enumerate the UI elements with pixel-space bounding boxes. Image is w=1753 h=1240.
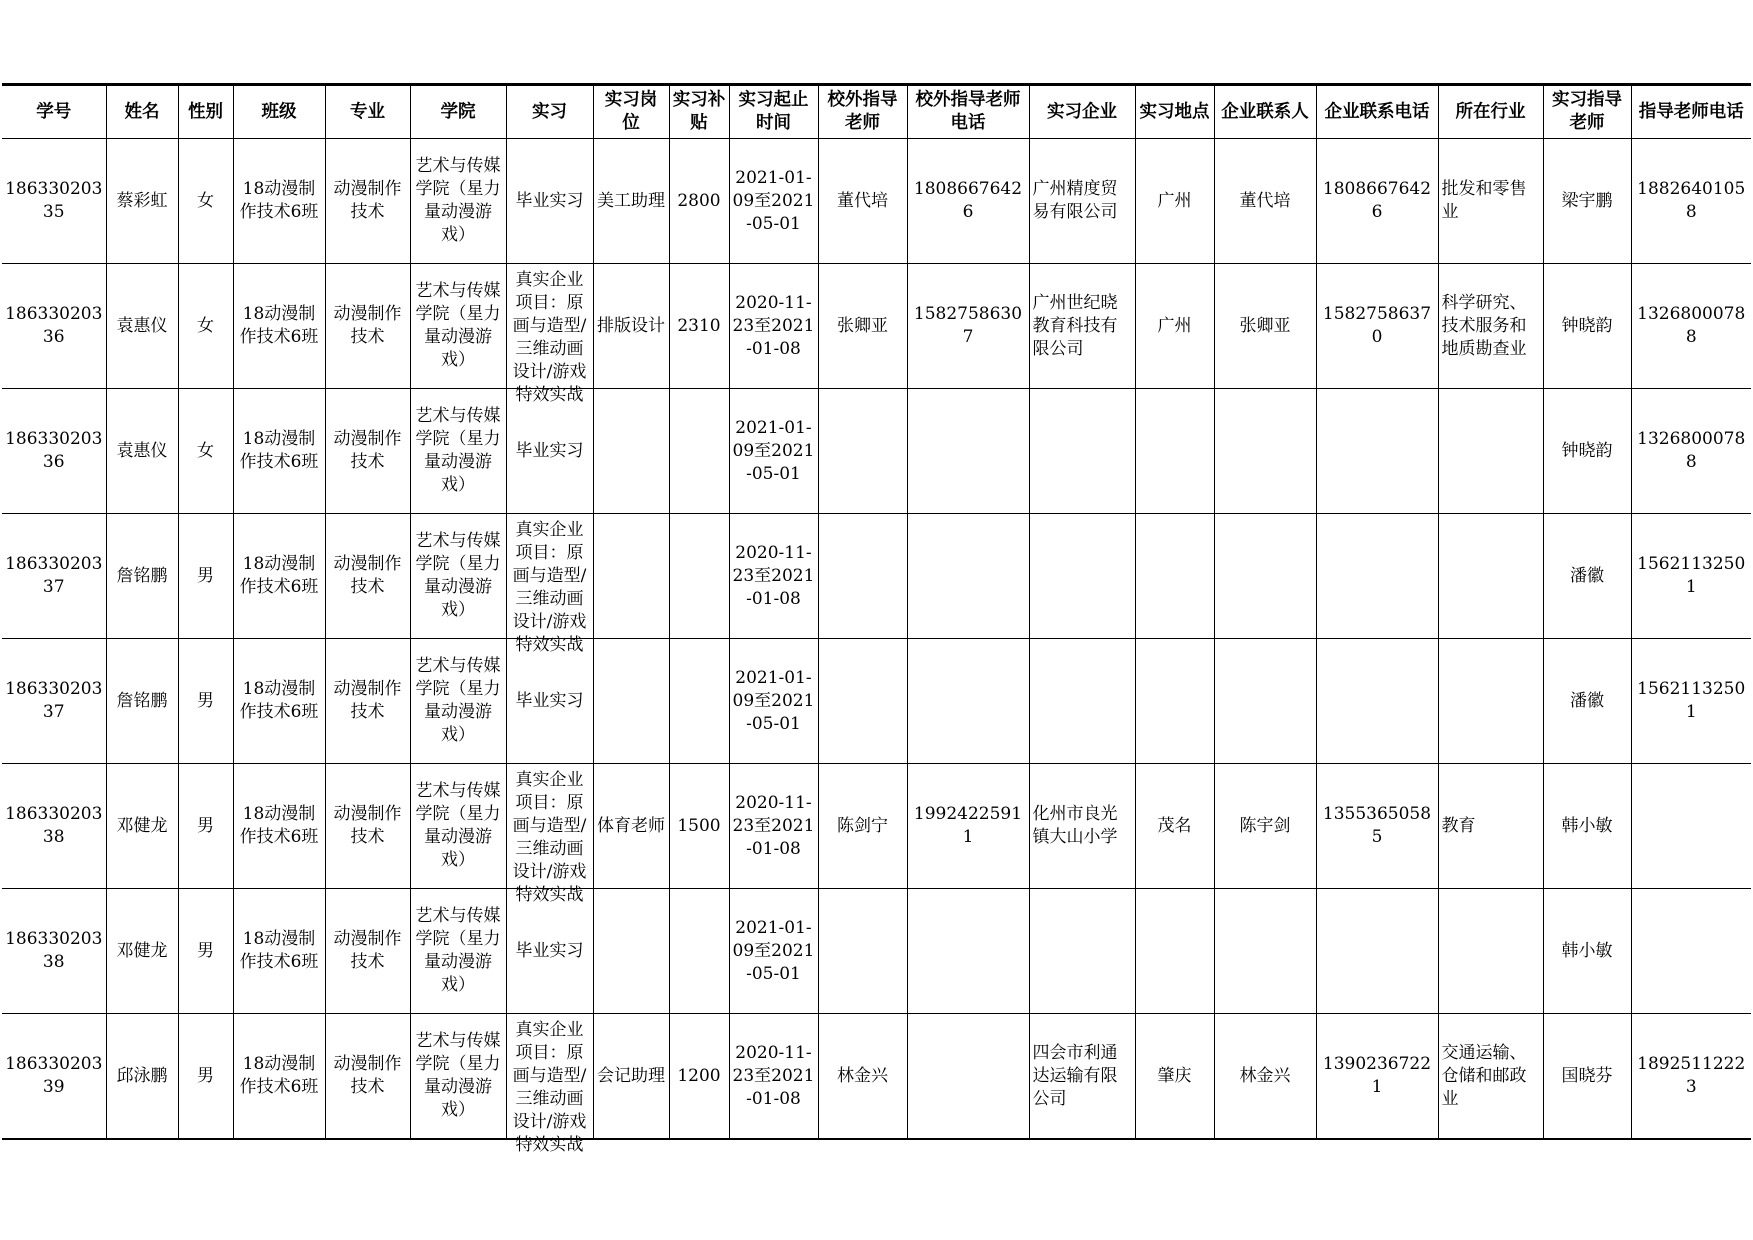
cell-text: 化州市良光镇大山小学 [1032, 804, 1118, 847]
header-gender: 性别 [178, 85, 233, 139]
cell-mentor-phone [1631, 139, 1751, 264]
cell-text: 詹铭鹏 [116, 690, 168, 711]
cell-text: 18633020336 [5, 304, 103, 347]
cell-subsidy [669, 889, 729, 1014]
cell-internship-type [506, 514, 593, 655]
cell-text: 排版设计 [597, 315, 665, 336]
cell-text: 科学研究、技术服务和地质勘查业 [1441, 292, 1527, 359]
cell-gender [178, 514, 233, 639]
cell-name [106, 514, 178, 639]
cell-location [1135, 889, 1214, 1014]
cell-college [410, 389, 506, 514]
cell-subsidy [669, 1014, 729, 1140]
cell-text: 18633020338 [5, 804, 103, 847]
cell-company [1029, 764, 1135, 889]
cell-subsidy [669, 639, 729, 764]
cell-industry [1438, 889, 1543, 1014]
cell-industry [1438, 764, 1543, 889]
header-industry: 所在行业 [1438, 85, 1543, 139]
cell-text: 动漫制作技术 [333, 929, 402, 972]
cell-text: 四会市利通达运输有限公司 [1032, 1042, 1118, 1109]
cell-text: 真实企业项目：原画与造型/三维动画设计/游戏特效实战 [512, 269, 587, 405]
cell-college [410, 764, 506, 889]
cell-text: 艺术与传媒学院（星力量动漫游戏） [415, 656, 501, 745]
cell-text: 18动漫制作技术6班 [239, 179, 319, 222]
cell-company-phone [1316, 514, 1438, 639]
cell-internship-type [506, 264, 593, 405]
cell-company [1029, 1014, 1135, 1140]
cell-class [233, 389, 325, 514]
cell-text: 13268000788 [1637, 304, 1746, 347]
cell-text: 2020-11-23至2021-01-08 [732, 1042, 815, 1109]
cell-text: 艺术与传媒学院（星力量动漫游戏） [415, 156, 501, 245]
header-class: 班级 [233, 85, 325, 139]
table-row [2, 764, 1751, 889]
internship-table [2, 83, 1751, 1155]
cell-college [410, 139, 506, 264]
header-mentor-phone: 指导老师电话 [1631, 85, 1751, 139]
cell-text: 钟晓韵 [1561, 440, 1613, 461]
cell-major [325, 639, 410, 764]
cell-external-mentor [818, 764, 907, 889]
cell-external-mentor [818, 389, 907, 514]
header-external-mentor: 校外指导老师 [818, 85, 907, 139]
cell-mentor-phone [1631, 514, 1751, 639]
cell-internship-type [506, 389, 593, 514]
cell-text: 男 [197, 565, 214, 586]
cell-subsidy [669, 264, 729, 389]
header-subsidy: 实习补贴 [669, 85, 729, 139]
cell-text: 邓健龙 [116, 940, 168, 961]
cell-text: 18633020337 [5, 554, 103, 597]
cell-text: 国晓芬 [1561, 1065, 1613, 1086]
header-major: 专业 [325, 85, 410, 139]
cell-gender [178, 889, 233, 1014]
cell-text: 15827586307 [913, 304, 1023, 347]
header-position: 实习岗位 [593, 85, 669, 139]
cell-text: 动漫制作技术 [333, 554, 402, 597]
header-location: 实习地点 [1135, 85, 1214, 139]
cell-period [729, 639, 818, 764]
cell-text: 2021-01-09至2021-05-01 [732, 917, 815, 984]
cell-text: 茂名 [1157, 815, 1192, 836]
cell-industry [1438, 1014, 1543, 1140]
cell-class [233, 1014, 325, 1140]
cell-name [106, 639, 178, 764]
cell-text: 毕业实习 [515, 690, 584, 711]
cell-text: 男 [197, 940, 214, 961]
cell-company-contact [1214, 764, 1316, 889]
cell-class [233, 514, 325, 639]
cell-company-phone [1316, 389, 1438, 514]
cell-text: 钟晓韵 [1561, 315, 1613, 336]
cell-gender [178, 389, 233, 514]
cell-text: 交通运输、仓储和邮政业 [1441, 1042, 1527, 1109]
cell-external-mentor [818, 514, 907, 639]
cell-text: 2310 [677, 315, 721, 336]
cell-text: 女 [197, 315, 214, 336]
cell-mentor-phone [1631, 264, 1751, 389]
cell-text: 1200 [677, 1065, 721, 1086]
cell-class [233, 264, 325, 389]
cell-text: 董代培 [837, 190, 888, 211]
cell-external-mentor [818, 889, 907, 1014]
cell-text: 潘徽 [1570, 690, 1604, 711]
cell-major [325, 514, 410, 639]
cell-major [325, 764, 410, 889]
cell-period [729, 264, 818, 389]
cell-text: 陈宇剑 [1239, 815, 1291, 836]
cell-text: 18086676426 [1322, 179, 1432, 222]
table-row [2, 264, 1751, 389]
cell-company [1029, 389, 1135, 514]
cell-text: 韩小敏 [1561, 815, 1613, 836]
cell-position [593, 889, 669, 1014]
cell-text: 13902367221 [1322, 1054, 1432, 1097]
cell-class [233, 764, 325, 889]
cell-external-mentor-phone [907, 1014, 1029, 1140]
cell-internship-type [506, 1014, 593, 1155]
cell-text: 美工助理 [597, 190, 665, 211]
cell-text: 体育老师 [597, 815, 665, 836]
cell-text: 毕业实习 [515, 940, 584, 961]
cell-gender [178, 264, 233, 389]
table-row [2, 889, 1751, 1014]
cell-company-contact [1214, 639, 1316, 764]
cell-mentor-phone [1631, 889, 1751, 1014]
cell-text: 18633020339 [5, 1054, 103, 1097]
header-college: 学院 [410, 85, 506, 139]
cell-company-contact [1214, 139, 1316, 264]
cell-text: 张卿亚 [1239, 315, 1291, 336]
cell-mentor [1543, 389, 1631, 514]
cell-position [593, 389, 669, 514]
cell-text: 18633020335 [5, 179, 103, 222]
cell-text: 动漫制作技术 [333, 179, 402, 222]
cell-text: 肇庆 [1157, 1065, 1192, 1086]
cell-text: 毕业实习 [515, 190, 584, 211]
cell-company-contact [1214, 264, 1316, 389]
cell-text: 动漫制作技术 [333, 429, 402, 472]
cell-student-id [2, 514, 106, 639]
cell-name [106, 889, 178, 1014]
cell-class [233, 889, 325, 1014]
cell-text: 动漫制作技术 [333, 679, 402, 722]
cell-mentor-phone [1631, 639, 1751, 764]
cell-text: 广州 [1157, 315, 1192, 336]
cell-external-mentor-phone [907, 514, 1029, 639]
cell-external-mentor [818, 264, 907, 389]
cell-name [106, 139, 178, 264]
cell-text: 广州世纪晓教育科技有限公司 [1032, 292, 1118, 359]
cell-period [729, 514, 818, 639]
cell-company-phone [1316, 139, 1438, 264]
cell-class [233, 139, 325, 264]
cell-text: 广州 [1157, 190, 1192, 211]
cell-position [593, 139, 669, 264]
cell-period [729, 1014, 818, 1140]
cell-text: 1500 [677, 815, 721, 836]
cell-text: 男 [197, 1065, 214, 1086]
cell-external-mentor-phone [907, 139, 1029, 264]
cell-location [1135, 639, 1214, 764]
cell-gender [178, 764, 233, 889]
cell-position [593, 639, 669, 764]
cell-student-id [2, 889, 106, 1014]
cell-position [593, 1014, 669, 1140]
cell-subsidy [669, 389, 729, 514]
cell-text: 18826401058 [1637, 179, 1746, 222]
cell-text: 2020-11-23至2021-01-08 [732, 292, 815, 359]
cell-internship-type [506, 889, 593, 1014]
cell-company-contact [1214, 889, 1316, 1014]
cell-company [1029, 139, 1135, 264]
cell-text: 真实企业项目：原画与造型/三维动画设计/游戏特效实战 [512, 769, 587, 905]
cell-text: 2020-11-23至2021-01-08 [732, 792, 815, 859]
cell-company-contact [1214, 514, 1316, 639]
cell-external-mentor-phone [907, 889, 1029, 1014]
cell-text: 2021-01-09至2021-05-01 [732, 667, 815, 734]
cell-company [1029, 889, 1135, 1014]
cell-major [325, 389, 410, 514]
cell-external-mentor-phone [907, 264, 1029, 389]
cell-major [325, 1014, 410, 1140]
cell-text: 艺术与传媒学院（星力量动漫游戏） [415, 281, 501, 370]
header-company: 实习企业 [1029, 85, 1135, 139]
cell-mentor [1543, 889, 1631, 1014]
cell-text: 艺术与传媒学院（星力量动漫游戏） [415, 406, 501, 495]
cell-text: 2800 [677, 190, 721, 211]
cell-student-id [2, 264, 106, 389]
cell-mentor [1543, 514, 1631, 639]
cell-text: 15827586370 [1322, 304, 1432, 347]
cell-text: 真实企业项目：原画与造型/三维动画设计/游戏特效实战 [512, 519, 587, 655]
cell-college [410, 1014, 506, 1140]
cell-student-id [2, 1014, 106, 1140]
cell-text: 教育 [1441, 815, 1476, 836]
cell-mentor [1543, 264, 1631, 389]
cell-text: 18633020336 [5, 429, 103, 472]
header-row [2, 85, 1751, 139]
cell-gender [178, 139, 233, 264]
cell-industry [1438, 514, 1543, 639]
cell-mentor [1543, 1014, 1631, 1140]
cell-text: 韩小敏 [1561, 940, 1613, 961]
cell-text: 动漫制作技术 [333, 1054, 402, 1097]
cell-text: 艺术与传媒学院（星力量动漫游戏） [415, 531, 501, 620]
cell-name [106, 764, 178, 889]
cell-text: 18动漫制作技术6班 [239, 804, 319, 847]
cell-college [410, 514, 506, 639]
cell-name [106, 1014, 178, 1140]
cell-company-contact [1214, 389, 1316, 514]
cell-external-mentor-phone [907, 639, 1029, 764]
cell-subsidy [669, 764, 729, 889]
cell-company-phone [1316, 889, 1438, 1014]
cell-text: 董代培 [1239, 190, 1291, 211]
cell-location [1135, 514, 1214, 639]
cell-college [410, 264, 506, 389]
cell-text: 18925112223 [1637, 1054, 1746, 1097]
cell-location [1135, 1014, 1214, 1140]
cell-text: 15621132501 [1637, 554, 1746, 597]
table-row [2, 639, 1751, 764]
cell-text: 艺术与传媒学院（星力量动漫游戏） [415, 1031, 501, 1120]
cell-text: 18动漫制作技术6班 [239, 429, 319, 472]
cell-text: 13553650585 [1322, 804, 1432, 847]
cell-text: 18动漫制作技术6班 [239, 554, 319, 597]
cell-subsidy [669, 139, 729, 264]
cell-text: 真实企业项目：原画与造型/三维动画设计/游戏特效实战 [512, 1019, 587, 1155]
header-external-mentor-phone: 校外指导老师电话 [907, 85, 1029, 139]
cell-external-mentor-phone [907, 389, 1029, 514]
cell-text: 2020-11-23至2021-01-08 [732, 542, 815, 609]
cell-mentor [1543, 639, 1631, 764]
cell-industry [1438, 264, 1543, 389]
header-student-id: 学号 [2, 85, 106, 139]
cell-mentor [1543, 764, 1631, 889]
cell-text: 18动漫制作技术6班 [239, 1054, 319, 1097]
cell-external-mentor [818, 1014, 907, 1140]
cell-industry [1438, 639, 1543, 764]
cell-text: 袁惠仪 [116, 440, 168, 461]
cell-text: 动漫制作技术 [333, 304, 402, 347]
cell-text: 18动漫制作技术6班 [239, 304, 319, 347]
cell-text: 动漫制作技术 [333, 804, 402, 847]
header-internship-type: 实习 [506, 85, 593, 139]
cell-class [233, 639, 325, 764]
cell-period [729, 764, 818, 889]
header-name: 姓名 [106, 85, 178, 139]
cell-text: 蔡彩虹 [116, 190, 168, 211]
cell-company-phone [1316, 639, 1438, 764]
cell-industry [1438, 389, 1543, 514]
cell-text: 2021-01-09至2021-05-01 [732, 167, 815, 234]
cell-college [410, 889, 506, 1014]
cell-location [1135, 764, 1214, 889]
cell-text: 林金兴 [837, 1065, 888, 1086]
table-row [2, 514, 1751, 639]
cell-student-id [2, 389, 106, 514]
cell-text: 18633020338 [5, 929, 103, 972]
header-mentor: 实习指导老师 [1543, 85, 1631, 139]
cell-mentor-phone [1631, 389, 1751, 514]
cell-text: 广州精度贸易有限公司 [1032, 179, 1118, 222]
cell-text: 毕业实习 [515, 440, 584, 461]
cell-text: 18086676426 [913, 179, 1023, 222]
cell-text: 张卿亚 [837, 315, 888, 336]
cell-student-id [2, 764, 106, 889]
cell-text: 15621132501 [1637, 679, 1746, 722]
cell-major [325, 264, 410, 389]
cell-college [410, 639, 506, 764]
cell-company [1029, 639, 1135, 764]
cell-period [729, 889, 818, 1014]
cell-text: 林金兴 [1239, 1065, 1291, 1086]
cell-position [593, 764, 669, 889]
cell-position [593, 514, 669, 639]
cell-period [729, 139, 818, 264]
cell-location [1135, 139, 1214, 264]
cell-text: 18动漫制作技术6班 [239, 679, 319, 722]
cell-mentor-phone [1631, 1014, 1751, 1140]
cell-period [729, 389, 818, 514]
cell-internship-type [506, 639, 593, 764]
cell-position [593, 264, 669, 389]
cell-text: 袁惠仪 [116, 315, 168, 336]
table-row [2, 389, 1751, 514]
table-row [2, 139, 1751, 264]
cell-text: 艺术与传媒学院（星力量动漫游戏） [415, 781, 501, 870]
header-company-phone: 企业联系电话 [1316, 85, 1438, 139]
cell-major [325, 139, 410, 264]
header-period: 实习起止时间 [729, 85, 818, 139]
cell-text: 会记助理 [597, 1065, 665, 1086]
cell-internship-type [506, 139, 593, 264]
cell-mentor [1543, 139, 1631, 264]
cell-gender [178, 639, 233, 764]
cell-external-mentor [818, 639, 907, 764]
cell-text: 艺术与传媒学院（星力量动漫游戏） [415, 906, 501, 995]
cell-name [106, 389, 178, 514]
cell-text: 19924225911 [913, 804, 1023, 847]
cell-company [1029, 264, 1135, 389]
cell-text: 18动漫制作技术6班 [239, 929, 319, 972]
cell-text: 詹铭鹏 [116, 565, 168, 586]
cell-text: 男 [197, 815, 214, 836]
cell-company [1029, 514, 1135, 639]
cell-text: 男 [197, 690, 214, 711]
cell-internship-type [506, 764, 593, 905]
cell-text: 邓健龙 [116, 815, 168, 836]
cell-industry [1438, 139, 1543, 264]
cell-company-contact [1214, 1014, 1316, 1140]
cell-gender [178, 1014, 233, 1140]
cell-text: 女 [197, 190, 214, 211]
cell-text: 梁宇鹏 [1561, 190, 1613, 211]
cell-text: 18633020337 [5, 679, 103, 722]
cell-mentor-phone [1631, 764, 1751, 889]
cell-company-phone [1316, 264, 1438, 389]
cell-location [1135, 389, 1214, 514]
cell-text: 2021-01-09至2021-05-01 [732, 417, 815, 484]
cell-external-mentor-phone [907, 764, 1029, 889]
cell-company-phone [1316, 1014, 1438, 1140]
cell-student-id [2, 639, 106, 764]
cell-text: 女 [197, 440, 214, 461]
cell-location [1135, 264, 1214, 389]
cell-major [325, 889, 410, 1014]
cell-company-phone [1316, 764, 1438, 889]
cell-name [106, 264, 178, 389]
cell-external-mentor [818, 139, 907, 264]
cell-text: 批发和零售业 [1441, 179, 1527, 222]
header-company-contact: 企业联系人 [1214, 85, 1316, 139]
table-body [2, 139, 1751, 1155]
cell-text: 陈剑宁 [837, 815, 888, 836]
cell-text: 邱泳鹏 [116, 1065, 168, 1086]
cell-text: 13268000788 [1637, 429, 1746, 472]
cell-text: 潘徽 [1570, 565, 1604, 586]
table-row [2, 1014, 1751, 1140]
cell-student-id [2, 139, 106, 264]
cell-subsidy [669, 514, 729, 639]
